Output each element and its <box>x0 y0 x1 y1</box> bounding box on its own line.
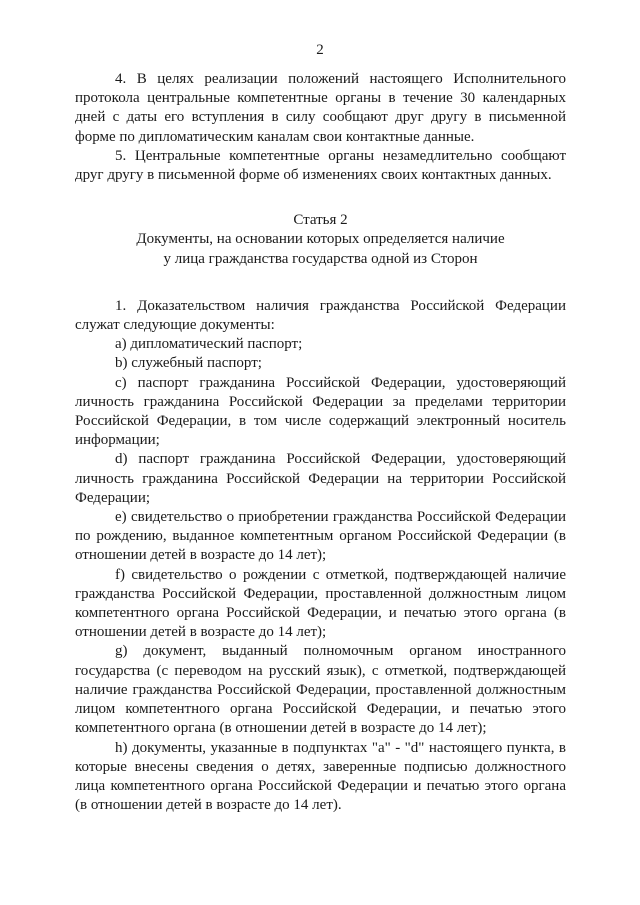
list-item-h: h) документы, указанные в подпунктах "а" - "d" настоящего пункта, в которые внесены сведения о детях, заверенные подписью должностного лица компетентного органа Российской Федерации и печатью этого органа (в отношении детей в возрасте до 14 лет). <box>75 739 566 814</box>
item-1-intro: 1. Доказательством наличия гражданства Российской Федерации служат следующие документы: <box>75 297 566 334</box>
list-item-d: d) паспорт гражданина Российской Федерации, удостоверяющий личность гражданина Российской Федерации на территории Российской Федерации; <box>75 451 566 506</box>
article-title-line-1: Документы, на основании которых определяется наличие <box>136 231 505 248</box>
list-item-f: f) свидетельство о рождении с отметкой, подтверждающей наличие гражданства Российской Федерации, проставленной должностным лицом компетентного органа Российской Федерации, и печатью этого органа (в отношении детей в возрасте до 14 лет); <box>75 566 566 641</box>
spacer <box>75 185 566 211</box>
list-item-g: g) документ, выданный полномочным органом иностранного государства (с переводом на русский язык), с отметкой, подтверждающей наличие гражданства Российской Федерации, проставленной должностным лицом компетентного органа Российской Федерации, и печатью этого компетентного органа (в отношении детей в возрасте до 14 лет); <box>75 643 566 737</box>
article-number: Статья 2 <box>293 212 348 229</box>
article-title-line-2: у лица гражданства государства одной из Сторон <box>163 250 478 267</box>
list-item-c: c) паспорт гражданина Российской Федерации, удостоверяющий личность гражданина Российской Федерации за пределами территории Российской Федерации, в том числе содержащий электронный носитель информации; <box>75 374 566 449</box>
page-number: 2 <box>316 42 324 58</box>
document-body <box>75 70 566 815</box>
list-item-e: e) свидетельство о приобретении гражданства Российской Федерации по рождению, выданное компетентным органом Российской Федерации (в отношении детей в возрасте до 14 лет); <box>75 509 566 564</box>
paragraph-4: 4. В целях реализации положений настоящего Исполнительного протокола центральные компетентные органы в течение 30 календарных дней с даты его вступления в силу сообщают друг другу в письменной форме по дипломатическим каналам свои контактные данные. <box>75 71 566 145</box>
paragraph-5: 5. Центральные компетентные органы незамедлительно сообщают друг другу в письменной форме об изменениях своих контактных данных. <box>75 147 566 184</box>
spacer <box>75 269 566 297</box>
list-item-a: а) дипломатический паспорт; <box>115 336 303 353</box>
list-item-b: b) служебный паспорт; <box>115 355 262 372</box>
